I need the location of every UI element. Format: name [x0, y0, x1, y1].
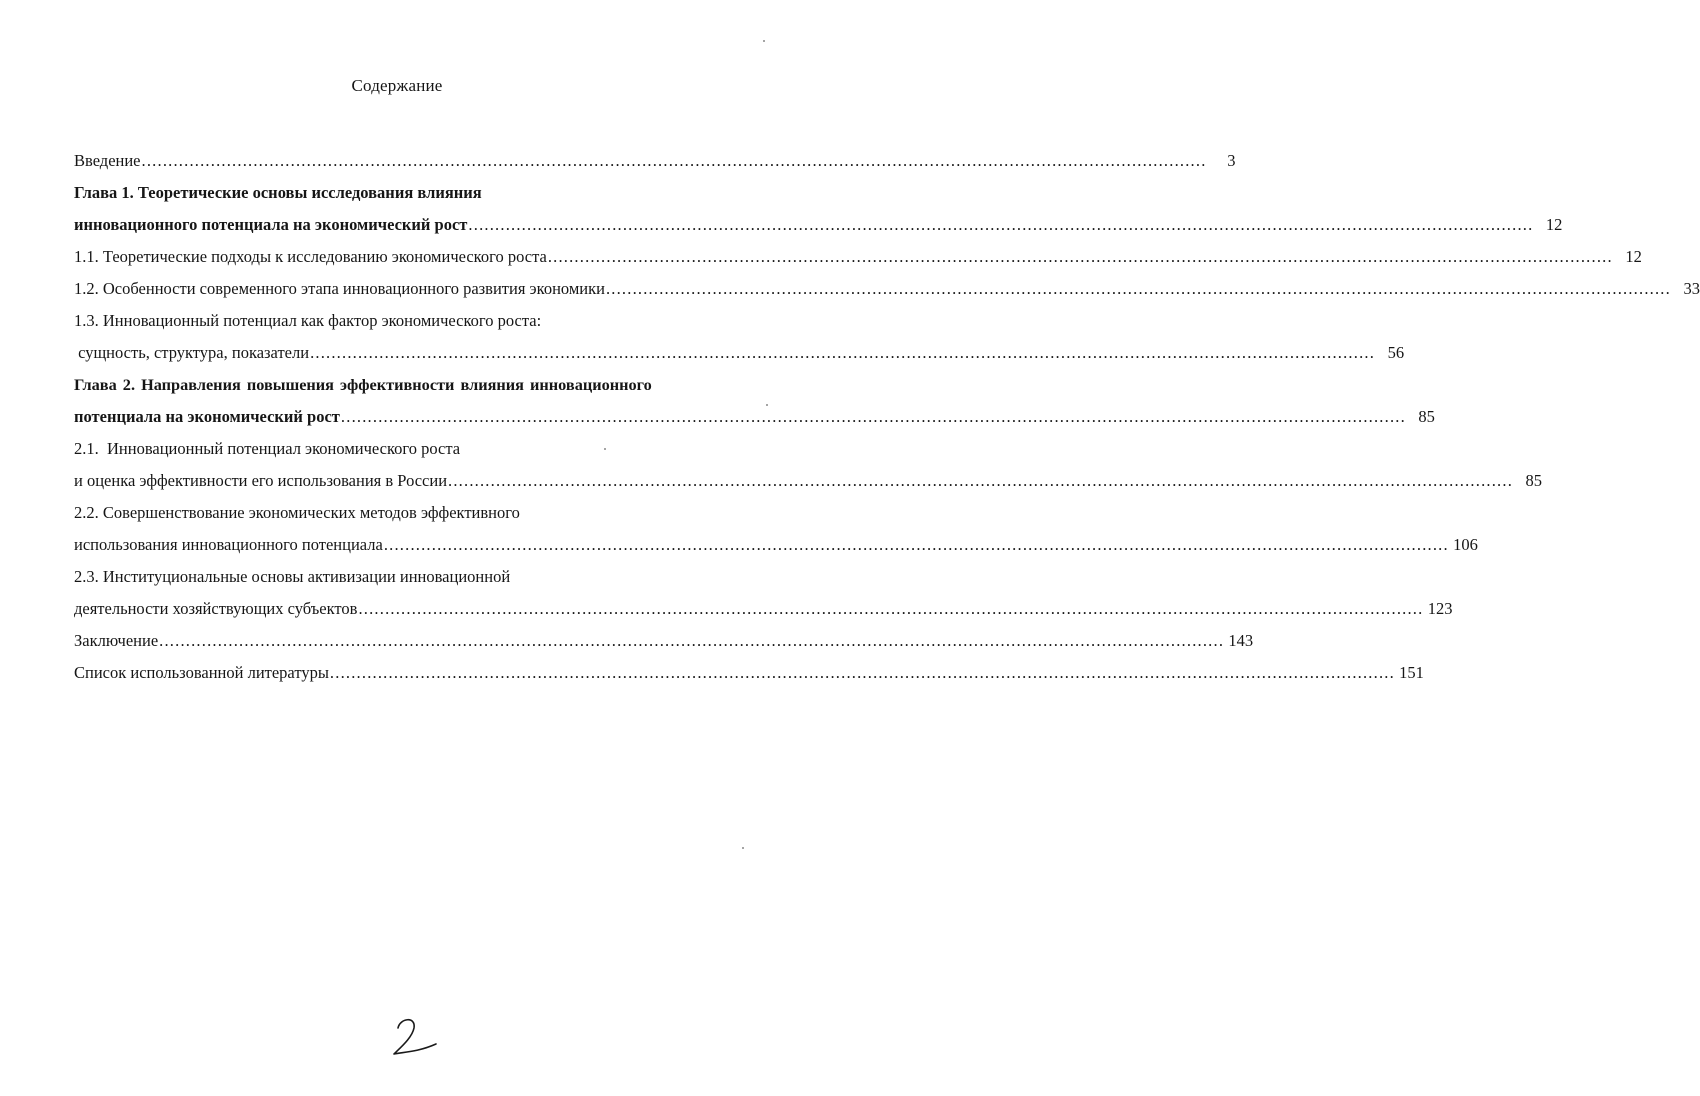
toc-entry-page: 123 [1427, 599, 1453, 618]
toc-entry-page: 151 [1399, 663, 1424, 682]
table-of-contents [74, 151, 1700, 695]
toc-leader-dots: ........................................................................................................................................................................................................ [358, 599, 1424, 618]
toc-entry-page: 85 [1418, 407, 1435, 426]
toc-leader-dots: ........................................................................................................................................................................................................ [547, 247, 1613, 266]
toc-leader-dots: ........................................................................................................................................................................................................ [141, 151, 1207, 170]
toc-entry-text: 2.1. Инновационный потенциал экономического роста [74, 439, 461, 458]
toc-entry-text: 1.1. Теоретические подходы к исследованию экономического роста [74, 247, 547, 266]
toc-entry-text: 2.2. Совершенствование экономических методов эффективного [74, 503, 520, 522]
toc-entry-chapter-1-title-cont [74, 215, 1563, 247]
toc-entry-text: деятельности хозяйствующих субъектов [74, 599, 358, 618]
toc-entry-2-1-cont [74, 471, 1543, 503]
handwritten-page-number [388, 1014, 448, 1060]
toc-entry-text: потенциала на экономический рост [74, 407, 340, 426]
toc-entry-page: 3 [1227, 151, 1236, 170]
toc-entry-bibliography [74, 663, 1424, 695]
toc-entry-page: 56 [1387, 343, 1405, 362]
toc-entry-text: и оценка эффективности его использования в России [74, 471, 448, 490]
toc-leader-dots: ........................................................................................................................................................................................................ [383, 535, 1449, 554]
toc-entry-2-1 [74, 439, 734, 471]
toc-entry-text: 1.2. Особенности современного этапа инновационного развития экономики [74, 279, 605, 298]
toc-entry-text: использования инновационного потенциала [74, 535, 383, 554]
toc-entry-1-3 [74, 311, 734, 343]
toc-leader-dots: ........................................................................................................................................................................................................ [448, 471, 1514, 490]
toc-entry-chapter-2-title-cont [74, 407, 1435, 439]
toc-entry-2-3 [74, 567, 734, 599]
toc-entry-text: 1.3. Инновационный потенциал как фактор экономического роста: [74, 311, 542, 330]
toc-entry-text: Глава 2. Направления повышения эффективности влияния инновационного [74, 375, 652, 394]
toc-leader-dots: ........................................................................................................................................................................................................ [340, 407, 1406, 426]
toc-leader-dots: ........................................................................................................................................................................................................ [159, 631, 1225, 650]
toc-entry-text: 2.3. Институциональные основы активизации инновационной [74, 567, 511, 586]
toc-entry-text: Введение [74, 151, 141, 170]
toc-entry-2-2-cont [74, 535, 1478, 567]
toc-leader-dots: ........................................................................................................................................................................................................ [605, 279, 1671, 298]
toc-entry-text: Глава 1. Теоретические основы исследования влияния [74, 183, 482, 202]
scan-speck [763, 40, 765, 42]
toc-entry-1-3-cont [74, 343, 1405, 375]
toc-entry-page: 143 [1228, 631, 1254, 650]
scan-speck [604, 448, 606, 450]
toc-leader-dots: ........................................................................................................................................................................................................ [310, 343, 1376, 362]
toc-entry-page: 33 [1683, 279, 1700, 298]
toc-entry-1-2 [74, 279, 1700, 311]
toc-entry-2-3-cont [74, 599, 1453, 631]
toc-entry-text: Заключение [74, 631, 159, 650]
toc-entry-conclusion [74, 631, 1254, 663]
toc-entry-page: 106 [1453, 535, 1478, 554]
page-title: Содержание [351, 76, 443, 95]
toc-entry-2-2 [74, 503, 734, 535]
toc-entry-chapter-1-title [74, 183, 734, 215]
toc-entry-introduction [74, 151, 1236, 183]
toc-entry-page: 12 [1545, 215, 1563, 234]
toc-leader-dots: ........................................................................................................................................................................................................ [468, 215, 1534, 234]
toc-entry-page: 85 [1525, 471, 1543, 490]
toc-entry-1-1 [74, 247, 1642, 279]
toc-entry-chapter-2-title [74, 375, 734, 407]
toc-entry-text: сущность, структура, показатели [74, 343, 310, 362]
toc-leader-dots: ........................................................................................................................................................................................................ [329, 663, 1395, 682]
toc-entry-text: Список использованной литературы [74, 663, 329, 682]
scan-speck [766, 404, 768, 406]
toc-entry-page: 12 [1625, 247, 1642, 266]
toc-entry-text: инновационного потенциала на экономический рост [74, 215, 468, 234]
scan-speck [742, 847, 744, 849]
